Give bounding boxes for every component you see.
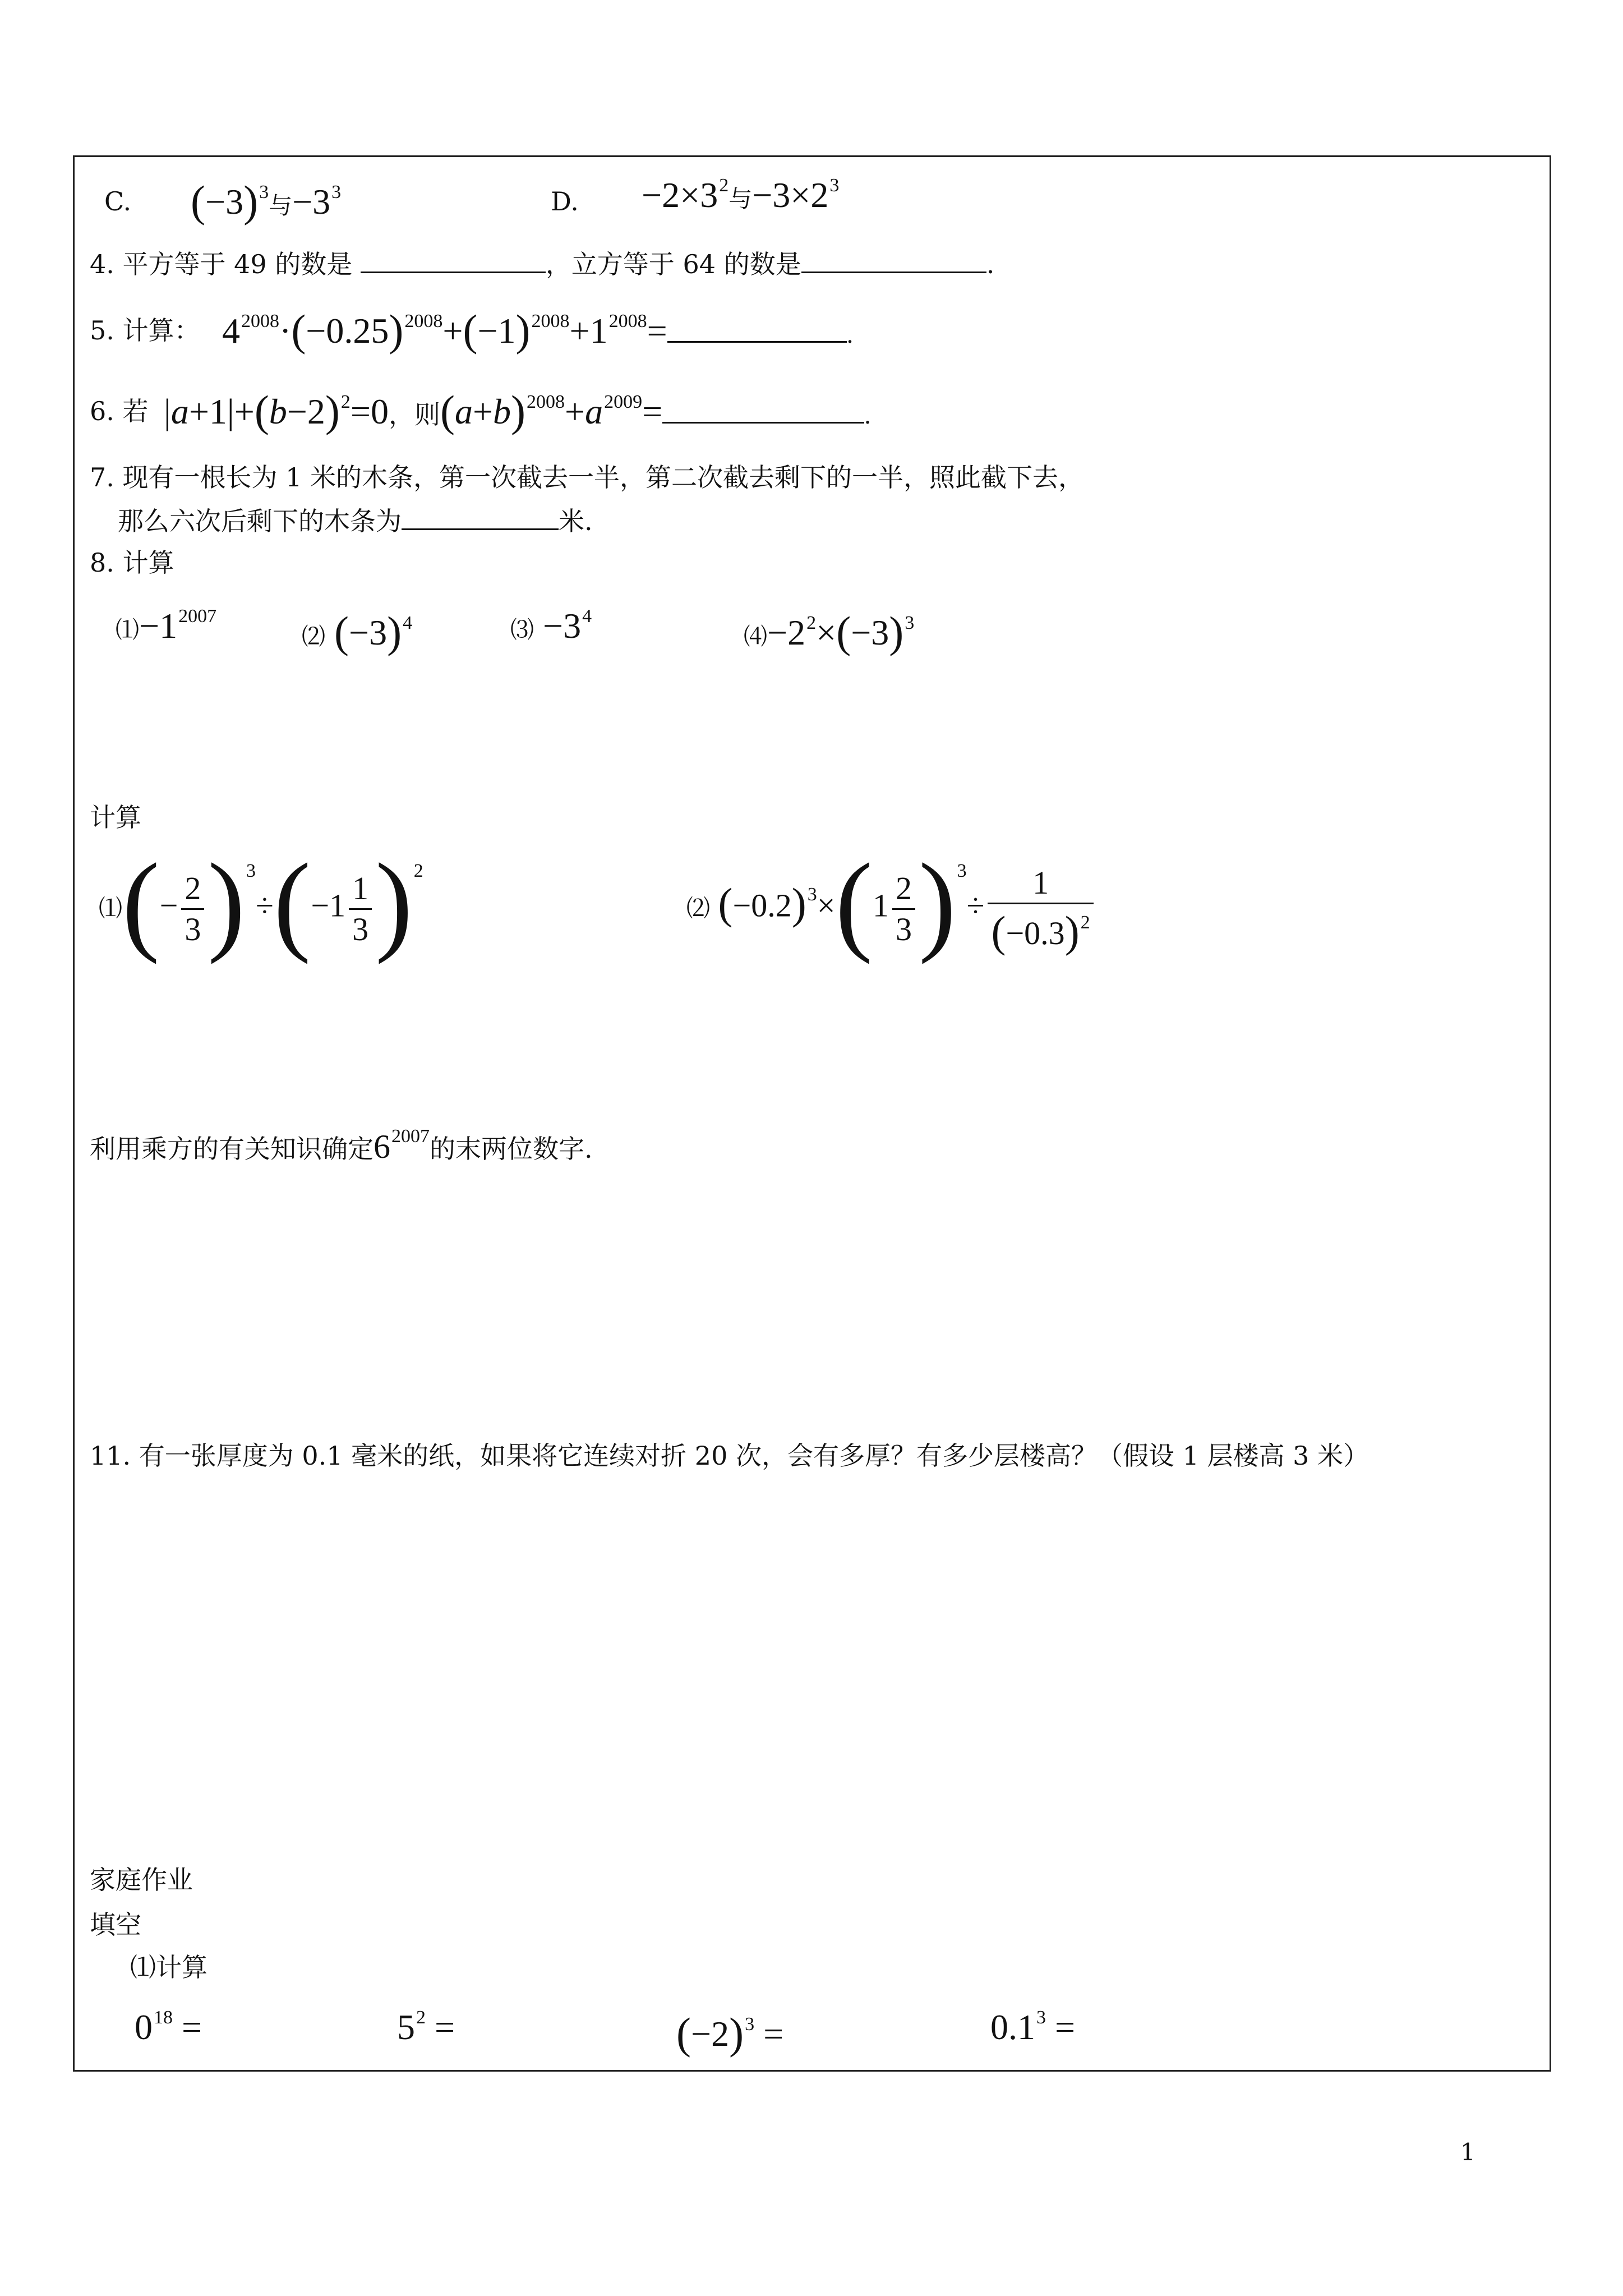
homework-expr-1: $0^{18}$ =	[135, 2007, 202, 2047]
homework-expr-4: $0.1^3$ =	[990, 2007, 1076, 2047]
question-7-line2	[118, 508, 593, 534]
q9-part-1: ⑴(− $\frac{2}{3}$ )$^3$÷(−1 $\frac{1}{3}$ )$^2$	[99, 841, 423, 965]
question-6-end: .	[864, 401, 871, 429]
question-7-line1: 7. 现有一根长为 1 米的木条，第一次截去一半，第二次截去剩下的一半，照此截下去，	[90, 462, 1085, 493]
q8-part-4: $⑷-2^2\times(-3)^3$	[744, 608, 915, 656]
question-6-expression: $|a+1|+(b-2)^2=0$，则$(a+b)^{2008}+a^{2009}=$ .	[164, 386, 871, 435]
homework-expr-2: $5^2$ =	[397, 2007, 455, 2047]
q9-part-2-label: ⑵	[686, 896, 711, 922]
question-7-line2a: 那么六次后剩下的木条为	[118, 506, 402, 536]
question-5-expression: $4^{2008}\cdot(-0.25)^{2008}+(-1)^{2008}+1^{2008}=$ .	[222, 306, 854, 355]
answer-blank-square[interactable]	[361, 269, 546, 273]
answer-blank-cube[interactable]	[801, 269, 986, 273]
q8-part-3: ⑶ $-3^4$	[510, 606, 592, 646]
question-10-text1: 利用乘方的有关知识确定	[90, 1134, 374, 1164]
question-10-text2: 的末两位数字.	[430, 1134, 593, 1164]
option-d-label: D.	[551, 186, 579, 217]
homework-item: ⑴计算	[130, 1952, 208, 1982]
question-6-label: 6. 若	[90, 396, 149, 426]
q8-part-3-label: ⑶	[510, 618, 534, 643]
question-8-title: 8. 计算	[90, 547, 174, 578]
option-c-label: C.	[104, 186, 132, 217]
answer-blank-q5[interactable]	[667, 339, 847, 343]
q8-part-4-label: ⑷	[744, 624, 768, 650]
q8-part-2-label: ⑵	[302, 624, 326, 650]
answer-blank-q7[interactable]	[402, 526, 559, 530]
question-6-mid: ，则	[388, 401, 440, 429]
page-number: 1	[1460, 2138, 1476, 2166]
question-9-title: 计算	[90, 802, 141, 832]
question-4	[90, 251, 994, 277]
content-frame	[73, 155, 1551, 2072]
option-d-expression: $-2\times 3^2$与$-3\times 2^3$	[642, 175, 840, 215]
q8-part-1-label: ⑴	[116, 618, 140, 643]
q8-part-1: $⑴-1^{2007}$	[116, 606, 217, 646]
question-11: 11. 有一张厚度为 0.1 毫米的纸，如果将它连续对折 20 次，会有多厚？有多少层楼高？（假设 1 层楼高 3 米）	[90, 1441, 1369, 1471]
homework-title: 家庭作业	[90, 1865, 193, 1895]
q8-part-2: ⑵ $(-3)^4$	[302, 608, 413, 656]
homework-subtitle: 填空	[90, 1910, 141, 1940]
answer-blank-q6[interactable]	[662, 420, 864, 424]
question-4-end: .	[986, 249, 995, 279]
question-5-label: 5. 计算：	[90, 315, 200, 346]
q9-part-1-label: ⑴	[99, 896, 123, 922]
option-c-expression: $(-3)^3$与$-3^3$	[191, 177, 342, 226]
q9-part-2: ⑵ $(-0.2)^3\times(1$ $\frac{2}{3}$ )$^3$÷ $\frac{1}{(-0.3)^2}$	[686, 853, 1097, 965]
question-4-text2: ，立方等于 64 的数是	[545, 249, 801, 279]
homework-expr-3: $(-2)^3$ =	[676, 2009, 784, 2058]
question-5-end: .	[846, 320, 854, 348]
option-c-mid: 与	[269, 194, 293, 219]
option-d-mid: 与	[728, 187, 753, 213]
question-7-line2b: 米.	[559, 506, 593, 536]
question-10: 利用乘方的有关知识确定$6^{2007}$的末两位数字.	[90, 1126, 593, 1165]
question-4-text1: 4. 平方等于 49 的数是	[90, 249, 353, 279]
